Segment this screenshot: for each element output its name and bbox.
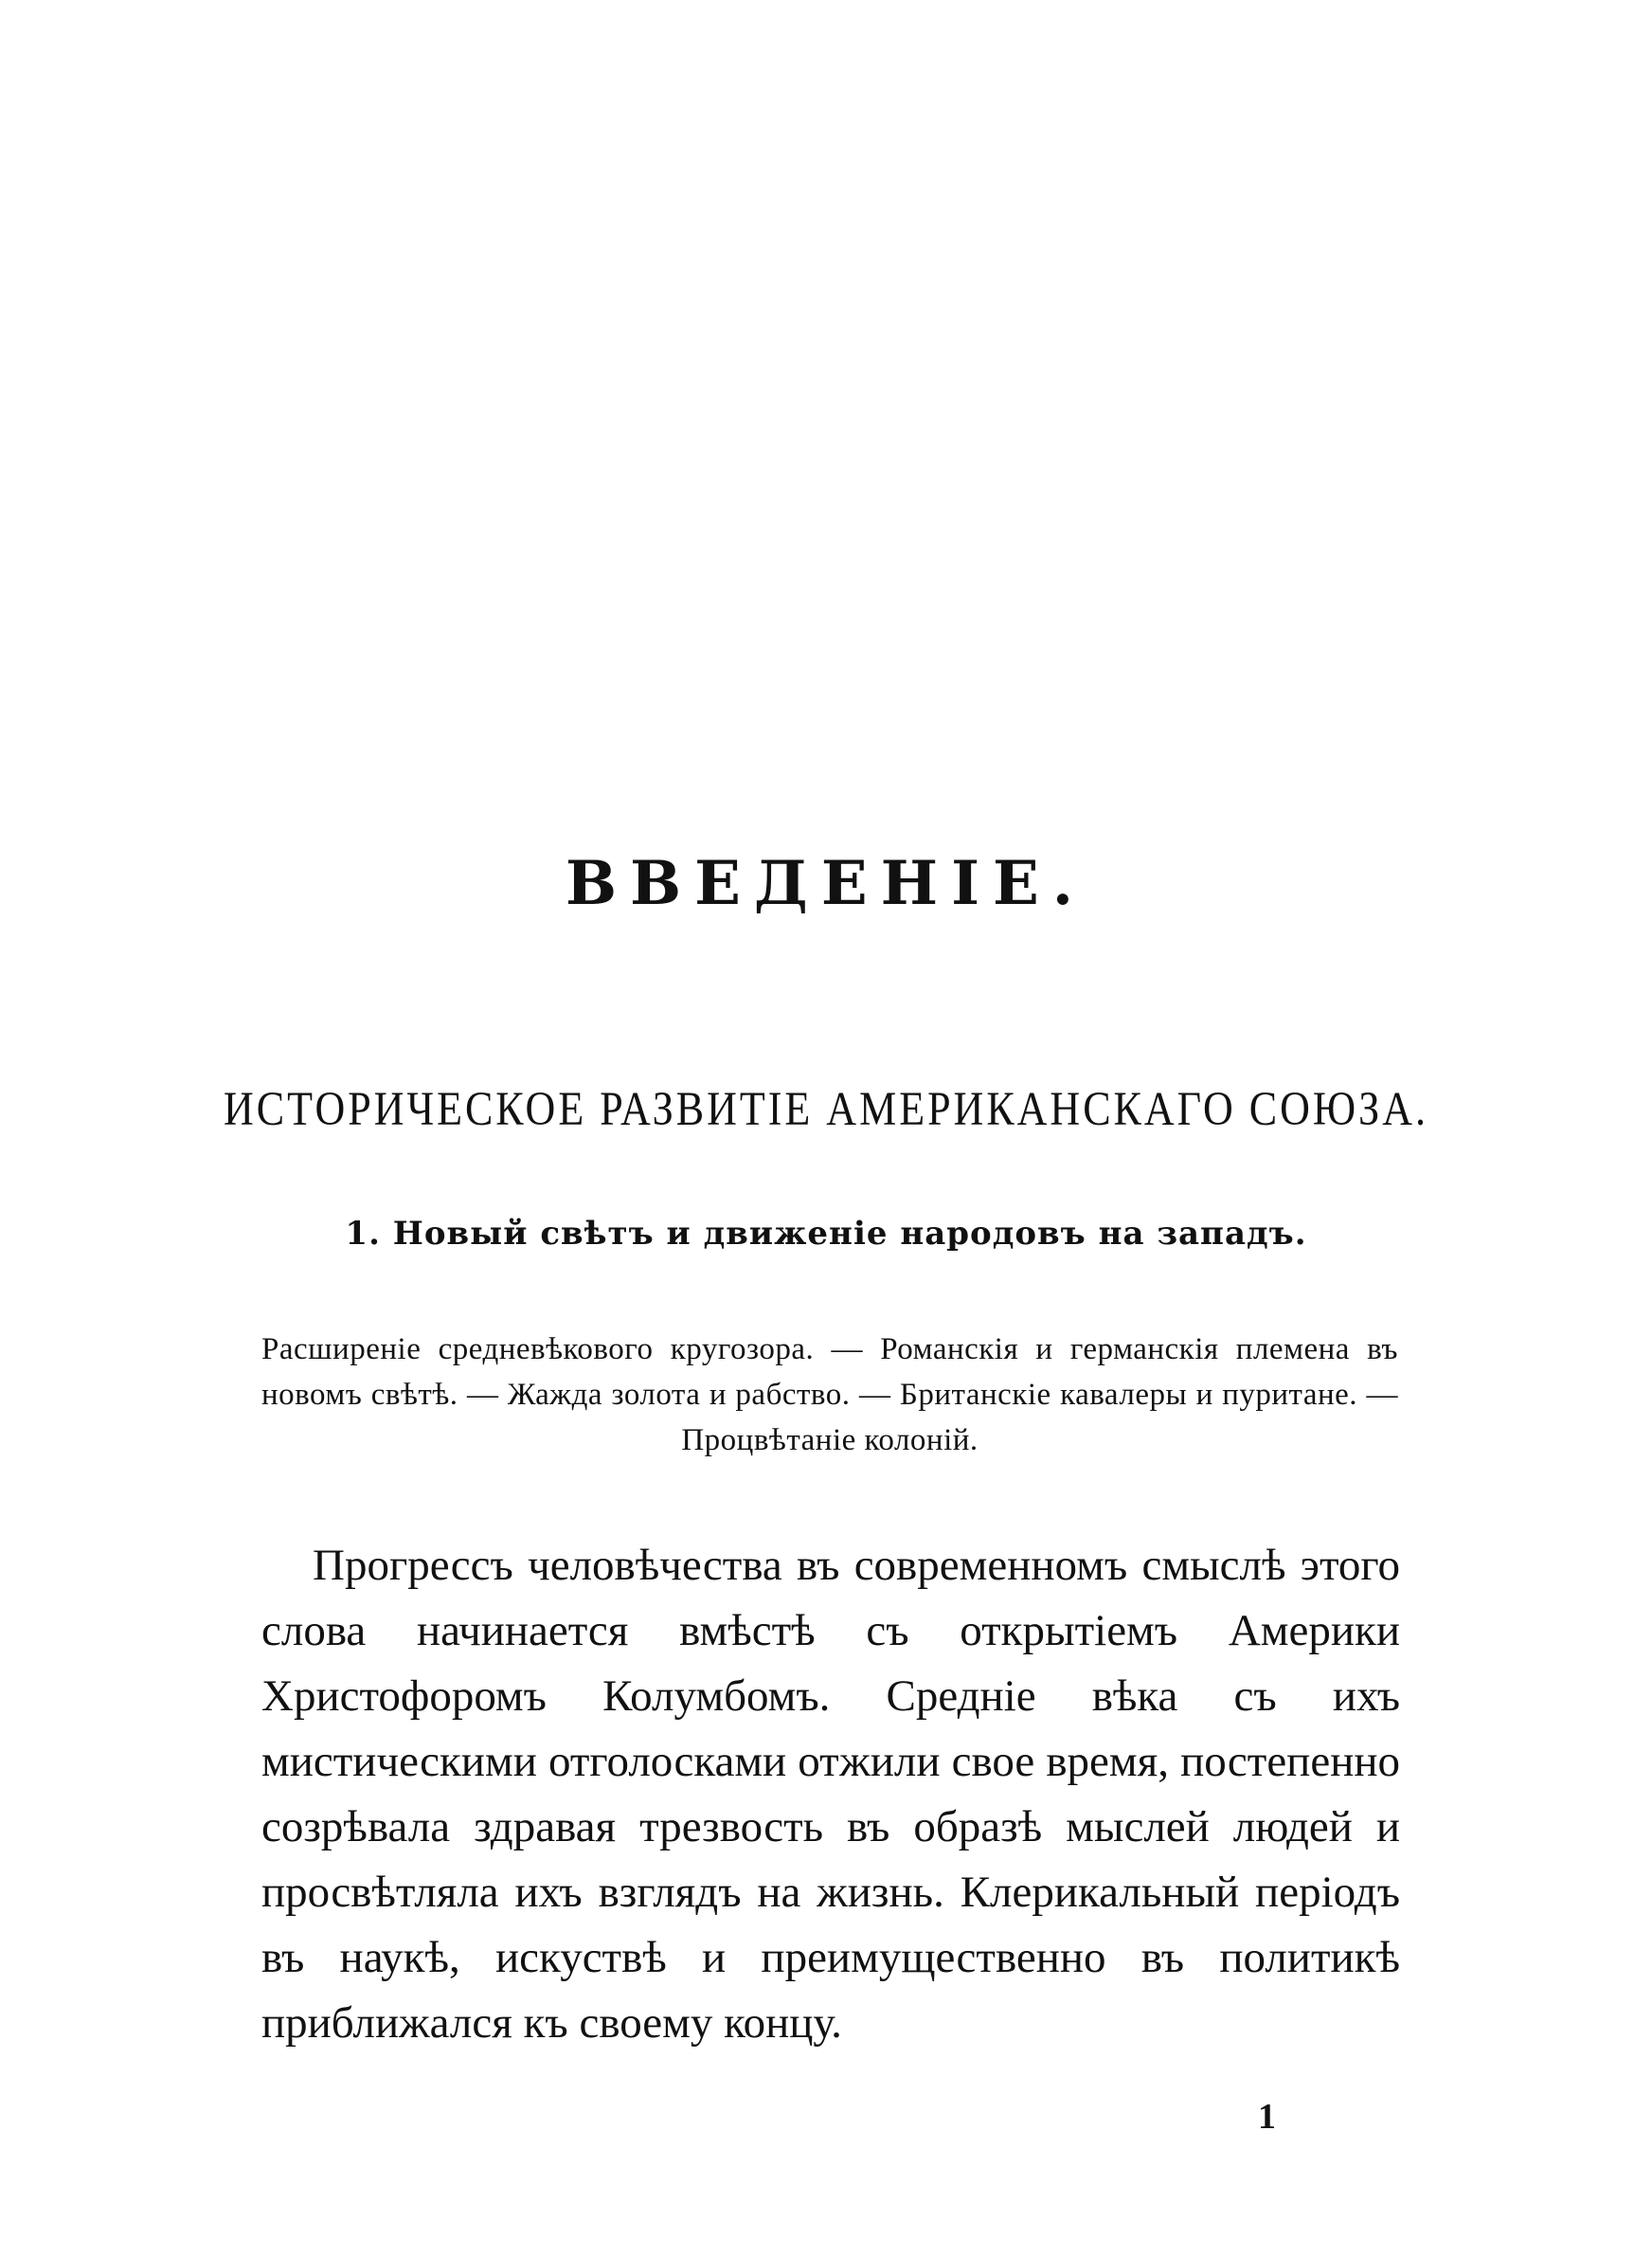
page-number: 1 (1258, 2097, 1276, 2137)
body-paragraph: Прогрессъ человѣчества въ современномъ смыслѣ этого слова начинается вмѣстѣ съ открытіемъ Америки Христофоромъ Колумбомъ. Средніе вѣка съ ихъ мистическими отголосками отжили свое время, постепенно созрѣвала здравая трезвость въ образѣ мыслей людей и просвѣтляла ихъ взглядъ на жизнь. Клерикальный періодъ въ наукѣ, искуствѣ и преимущественно въ политикѣ приближался къ своему концу. (261, 1541, 1400, 2048)
section-summary: Расширеніе средневѣкового кругозора. — Романскія и германскія племена въ новомъ свѣтѣ. — Жажда золота и рабство. — Британскіе кавалеры и пуритане. — Процвѣтаніе колоній. (261, 1332, 1398, 1457)
chapter-subtitle: ИСТОРИЧЕСКОЕ РАЗВИТІЕ АМЕРИКАНСКАГО СОЮЗА. (224, 1082, 1428, 1136)
chapter-title: ВВЕДЕНІЕ. (565, 848, 1087, 919)
section-heading: 1. Новый свѣтъ и движеніе народовъ на западъ. (345, 1215, 1307, 1253)
